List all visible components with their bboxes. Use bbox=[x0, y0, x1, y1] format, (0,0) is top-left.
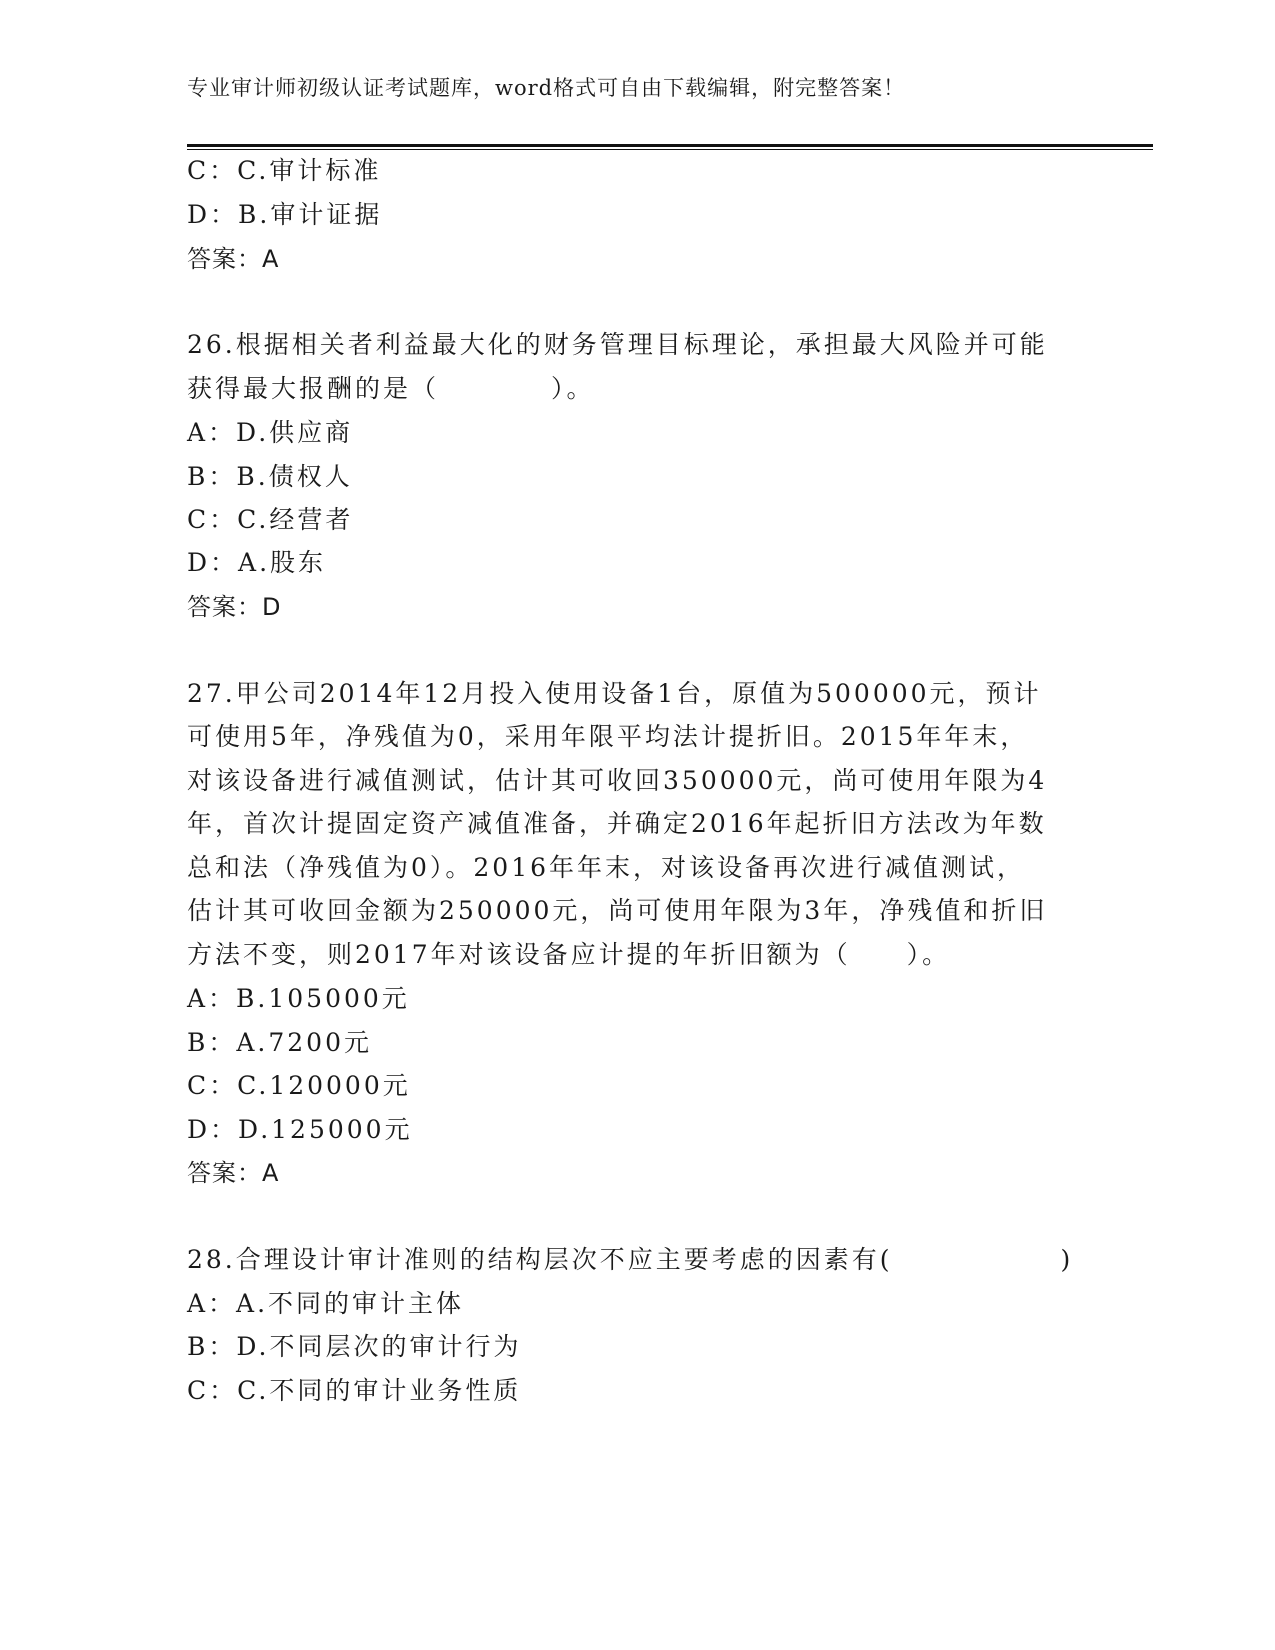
q27-stem-line-4: 年，首次计提固定资产减值准备，并确定2016年起折旧方法改为年数 bbox=[187, 809, 1047, 838]
q28-option-b: B：D.不同层次的审计行为 bbox=[187, 1332, 522, 1361]
q27-option-b: B：A.7200元 bbox=[187, 1028, 372, 1057]
page-header: 专业审计师初级认证考试题库，word格式可自由下载编辑，附完整答案！ bbox=[187, 76, 906, 100]
q27-stem-line-5: 总和法（净残值为0）。2016年年末，对该设备再次进行减值测试， bbox=[187, 853, 1026, 882]
q26-answer: 答案：D bbox=[187, 593, 282, 621]
q26-option-b: B：B.债权人 bbox=[187, 462, 353, 491]
q27-option-d: D：D.125000元 bbox=[187, 1115, 413, 1144]
header-rule-thin bbox=[187, 149, 1153, 150]
q27-stem-line-7: 方法不变，则2017年对该设备应计提的年折旧额为（ ）。 bbox=[187, 940, 951, 969]
q26-option-c: C：C.经营者 bbox=[187, 505, 354, 534]
q25-option-d: D：B.审计证据 bbox=[187, 200, 383, 229]
q26-stem-line-2: 获得最大报酬的是（ ）。 bbox=[187, 374, 595, 403]
q27-stem-line-6: 估计其可收回金额为250000元，尚可使用年限为3年，净残值和折旧 bbox=[187, 896, 1048, 925]
header-rule-thick bbox=[187, 144, 1153, 147]
q27-option-a: A：B.105000元 bbox=[187, 984, 410, 1013]
q28-stem-line-1: 28.合理设计审计准则的结构层次不应主要考虑的因素有( ) bbox=[187, 1245, 1074, 1274]
q26-option-a: A：D.供应商 bbox=[187, 418, 354, 447]
q27-answer: 答案：A bbox=[187, 1159, 280, 1187]
q26-option-d: D：A.股东 bbox=[187, 548, 327, 577]
q27-stem-line-3: 对该设备进行减值测试，估计其可收回350000元，尚可使用年限为4 bbox=[187, 766, 1048, 795]
q25-option-c: C：C.审计标准 bbox=[187, 156, 382, 185]
q25-answer: 答案：A bbox=[187, 245, 280, 273]
q26-stem-line-1: 26.根据相关者利益最大化的财务管理目标理论，承担最大风险并可能 bbox=[187, 330, 1048, 359]
q28-option-c: C：C.不同的审计业务性质 bbox=[187, 1376, 522, 1405]
q27-stem-line-1: 27.甲公司2014年12月投入使用设备1台，原值为500000元，预计 bbox=[187, 679, 1042, 708]
q28-option-a: A：A.不同的审计主体 bbox=[187, 1289, 465, 1318]
q27-option-c: C：C.120000元 bbox=[187, 1071, 411, 1100]
q27-stem-line-2: 可使用5年，净残值为0，采用年限平均法计提折旧。2015年年末， bbox=[187, 722, 1029, 751]
